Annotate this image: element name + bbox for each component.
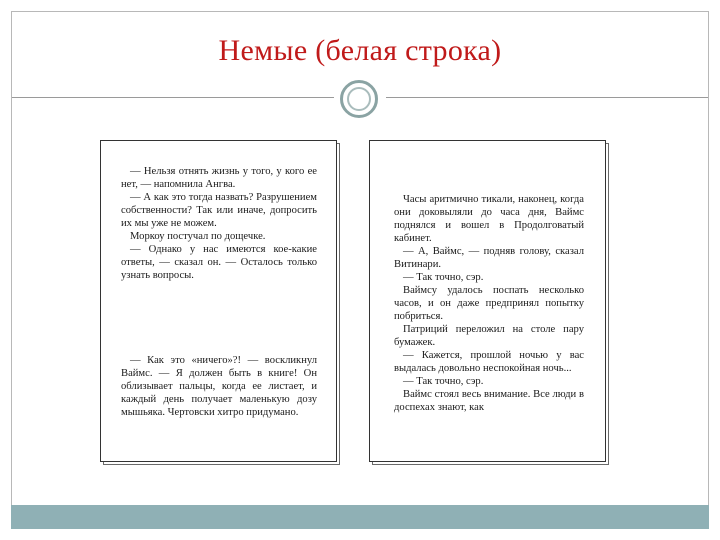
text-paragraph: Ваймс стоял весь внимание. Все люди в доспехах знают, как [394, 389, 584, 413]
text-paragraph: — Так точно, сэр. [403, 272, 484, 283]
right-book-page [369, 140, 606, 462]
text-paragraph: — А, Ваймс, — подняв голову, сказал Витинари. [394, 246, 584, 270]
right-page-text [394, 193, 584, 414]
text-paragraph: Моркоу постучал по дощечке. [130, 231, 266, 242]
left-book-page [100, 140, 337, 462]
text-paragraph: — Так точно, сэр. [403, 376, 484, 387]
slide-title: Немые (белая строка) [218, 34, 502, 67]
text-paragraph: — А как это тогда назвать? Разрушением собственности? Так или иначе, допросить их мы уже не можем. [121, 192, 317, 229]
text-paragraph: Патриций переложил на столе пару бумажек. [394, 324, 584, 348]
text-paragraph: Часы аритмично тикали, наконец, когда они доковыляли до часа дня, Ваймс поднялся и вошел в Продолговатый кабинет. [394, 194, 584, 244]
text-paragraph: Ваймсу удалось поспать несколько часов, и он даже предпринял попытку побриться. [394, 285, 584, 322]
text-paragraph: — Кажется, прошлой ночью у вас выдалась довольно неспокойная ночь... [394, 350, 584, 374]
title-divider-left [12, 97, 334, 98]
text-paragraph: — Однако у нас имеются кое-какие ответы, — сказал он. — Осталось только узнать вопросы. [121, 244, 317, 281]
ring-ornament-icon [340, 80, 378, 118]
footer-accent-bar [11, 505, 709, 529]
text-paragraph: — Как это «ничего»?! — воскликнул Ваймс. — Я должен быть в книге! Он облизывает пальцы, когда ее листает, и каждый день получает маленькую дозу мышьяка. Чертовски хитро придумано. [121, 355, 317, 418]
title-divider-right [386, 97, 708, 98]
text-paragraph: — Нельзя отнять жизнь у того, у кого ее нет, — напомнила Ангва. [121, 166, 317, 190]
left-page-block-top [121, 165, 317, 282]
left-page-block-bottom [121, 354, 317, 419]
